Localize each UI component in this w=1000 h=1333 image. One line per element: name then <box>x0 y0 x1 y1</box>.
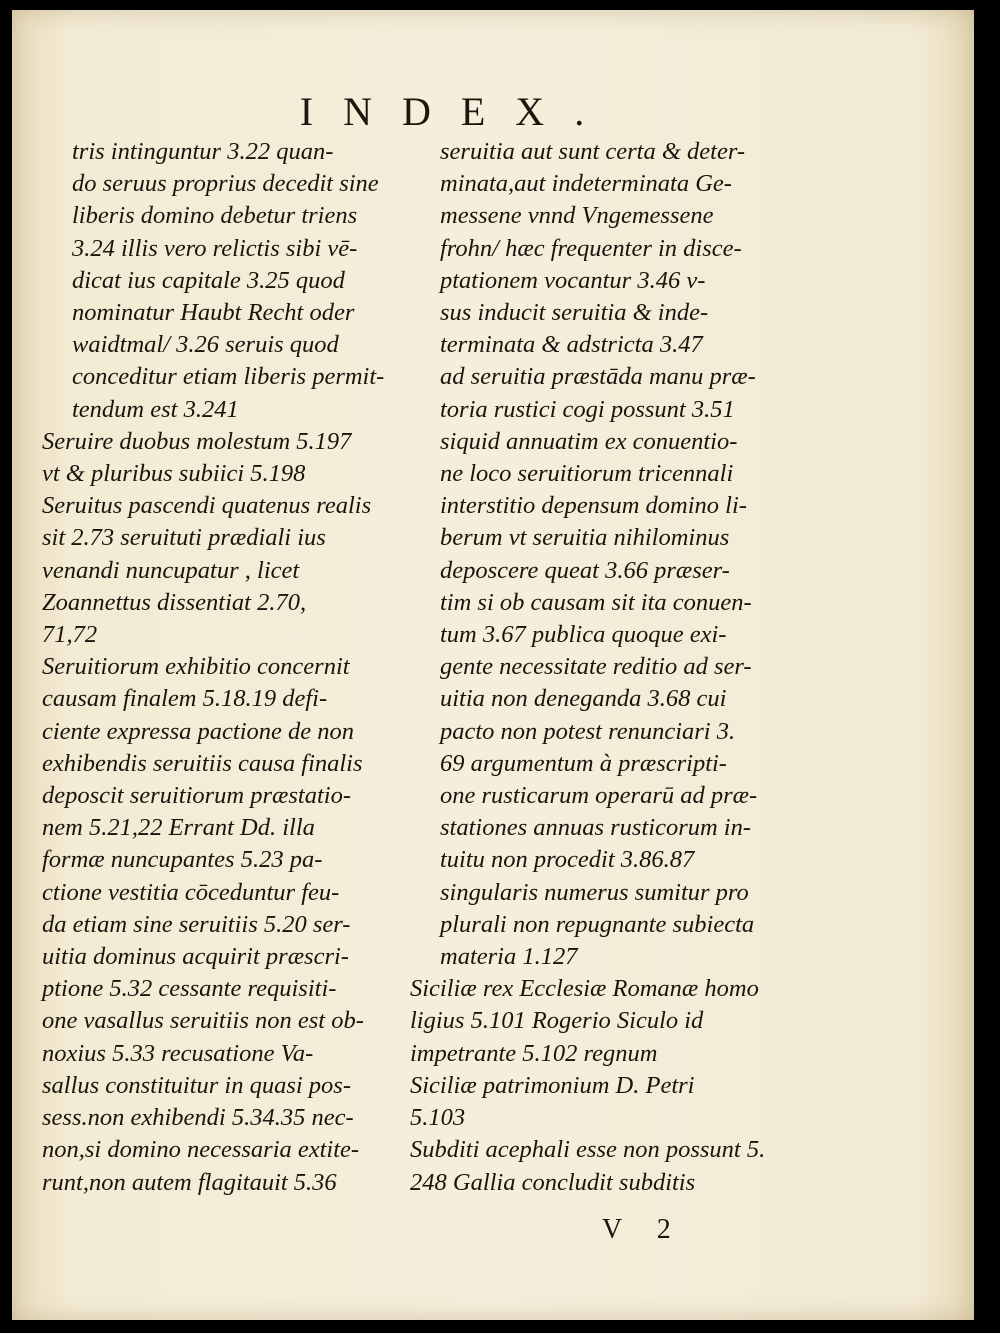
index-entry <box>42 651 400 1198</box>
index-line: ciente expressa pactione de non <box>42 717 355 745</box>
index-line: ad seruitia præstāda manu præ- <box>440 363 756 391</box>
index-line: sallus constituitur in quasi pos- <box>42 1071 352 1099</box>
index-line: ptationem vocantur 3.46 v- <box>440 266 706 294</box>
index-entry <box>410 1134 780 1198</box>
index-line: nem 5.21,22 Errant Dd. illa <box>42 814 315 842</box>
index-line: terminata & adstricta 3.47 <box>440 331 703 359</box>
index-line: formæ nuncupantes 5.23 pa- <box>42 846 323 874</box>
index-line: da etiam sine seruitiis 5.20 ser- <box>42 910 351 938</box>
index-line: stationes annuas rusticorum in- <box>440 814 752 842</box>
index-line: uitia non deneganda 3.68 cui <box>440 685 727 713</box>
index-line: 5.103 <box>410 1104 466 1132</box>
index-line: do seruus proprius decedit sine <box>72 170 379 198</box>
index-line: seruitia aut sunt certa & deter- <box>440 138 746 165</box>
index-line: plurali non repugnante subiecta <box>440 910 755 938</box>
index-line: tum 3.67 publica quoque exi- <box>440 621 727 649</box>
index-line: ptione 5.32 cessante requisiti- <box>42 975 337 1003</box>
index-line: exhibendis seruitiis causa finalis <box>42 749 363 777</box>
index-line: Subditi acephali esse non possunt 5. <box>410 1136 766 1164</box>
book-page <box>12 10 974 1320</box>
index-line: one vasallus seruitiis non est ob- <box>42 1007 364 1035</box>
index-line: 248 Gallia concludit subditis <box>410 1168 696 1196</box>
index-line: conceditur etiam liberis permit- <box>72 363 385 391</box>
index-line: nominatur Haubt Recht oder <box>72 299 355 327</box>
index-line: Seruitiorum exhibitio concernit <box>42 653 350 681</box>
index-entry <box>410 973 780 1134</box>
index-line: Seruitus pascendi quatenus realis <box>42 492 372 520</box>
index-line: interstitio depensum domino li- <box>440 492 747 520</box>
index-line: dicat ius capitale 3.25 quod <box>72 266 345 294</box>
index-line: non,si domino necessaria extite- <box>42 1136 360 1164</box>
index-line: materia 1.127 <box>440 943 578 971</box>
index-line: gente necessitate reditio ad ser- <box>440 653 752 681</box>
index-line: 71,72 <box>42 621 98 649</box>
index-line: siquid annuatim ex conuentio- <box>440 427 738 455</box>
index-line: minata,aut indeterminata Ge- <box>440 170 732 198</box>
left-column <box>42 136 400 1199</box>
index-line: deposcit seruitiorum præstatio- <box>42 782 351 810</box>
right-column <box>410 136 780 1199</box>
index-line: ne loco seruitiorum tricennali <box>440 460 734 488</box>
index-line: Seruire duobus molestum 5.197 <box>42 427 352 455</box>
index-line: venandi nuncupatur , licet <box>42 556 300 584</box>
index-line: deposcere queat 3.66 præser- <box>440 556 730 584</box>
index-line: waidtmal/ 3.26 seruis quod <box>72 331 339 359</box>
index-line: sess.non exhibendi 5.34.35 nec- <box>42 1104 354 1132</box>
index-line: berum vt seruitia nihilominus <box>440 524 730 552</box>
index-line: singularis numerus sumitur pro <box>440 878 749 906</box>
index-line: messene vnnd Vngemessene <box>440 202 714 230</box>
index-line: Siciliæ patrimonium D. Petri <box>410 1071 695 1099</box>
index-line: uitia dominus acquirit præscri- <box>42 943 349 971</box>
index-line: ctione vestitia cōceduntur feu- <box>42 878 340 906</box>
index-entry <box>42 136 400 426</box>
index-line: 3.24 illis vero relictis sibi vē- <box>72 234 358 262</box>
signature-mark: V 2 <box>602 1214 685 1245</box>
index-line: impetrante 5.102 regnum <box>410 1039 658 1067</box>
index-line: Zoannettus dissentiat 2.70, <box>42 588 307 616</box>
index-line: Siciliæ rex Ecclesiæ Romanæ homo <box>410 975 759 1003</box>
index-line: liberis domino debetur triens <box>72 202 358 230</box>
index-line: tendum est 3.241 <box>72 395 239 423</box>
index-line: ligius 5.101 Rogerio Siculo id <box>410 1007 704 1035</box>
index-line: runt,non autem flagitauit 5.36 <box>42 1168 337 1196</box>
index-line: sus inducit seruitia & inde- <box>440 299 709 327</box>
page-header: INDEX. <box>299 89 615 134</box>
index-entry <box>410 136 780 973</box>
index-line: tuitu non procedit 3.86.87 <box>440 846 695 874</box>
index-line: causam finalem 5.18.19 defi- <box>42 685 328 713</box>
index-line: frohn/ hæc frequenter in disce- <box>440 234 742 262</box>
index-line: pacto non potest renunciari 3. <box>440 717 736 745</box>
index-line: tim si ob causam sit ita conuen- <box>440 588 752 616</box>
index-entry <box>42 426 400 490</box>
index-line: tris intinguntur 3.22 quan- <box>72 138 334 165</box>
index-line: toria rustici cogi possunt 3.51 <box>440 395 735 423</box>
index-line: vt & pluribus subiici 5.198 <box>42 460 306 488</box>
index-line: noxius 5.33 recusatione Va- <box>42 1039 314 1067</box>
index-line: 69 argumentum à præscripti- <box>440 749 727 777</box>
index-entry <box>42 490 400 651</box>
index-line: one rusticarum operarū ad præ- <box>440 782 758 810</box>
index-line: sit 2.73 seruituti prædiali ius <box>42 524 326 552</box>
